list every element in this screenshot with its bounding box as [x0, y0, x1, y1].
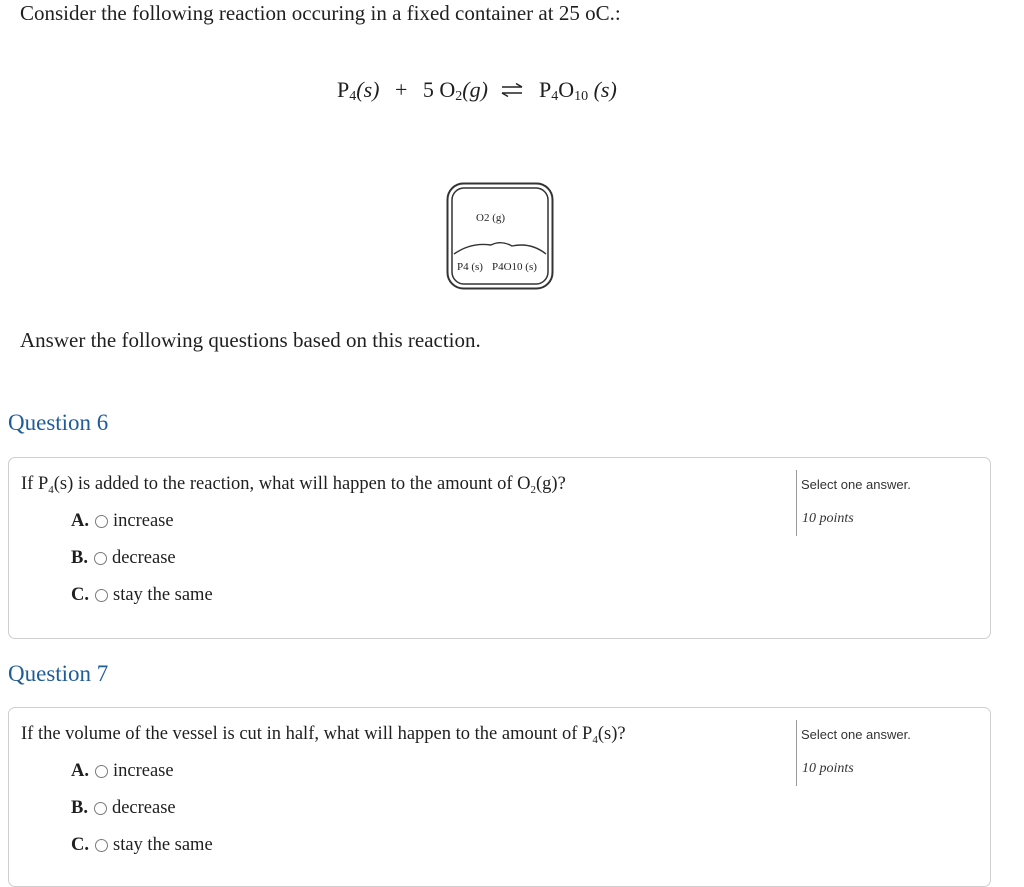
question-7-option-b[interactable] [71, 796, 176, 820]
radio-button[interactable] [94, 802, 107, 815]
option-letter: A. [71, 511, 89, 531]
question-6-option-a[interactable] [71, 509, 174, 533]
reaction-equation [337, 76, 617, 104]
reactant-o2: 5 $O_2(g)$ [422, 77, 488, 104]
select-instruction: Select one answer. [801, 727, 911, 742]
reactant-p4: $P_4(s)$ [337, 77, 380, 104]
option-letter: A. [71, 761, 89, 781]
select-instruction: Select one answer. [801, 477, 911, 492]
container-diagram [446, 182, 554, 295]
option-label: increase [113, 511, 174, 531]
question-6-option-b[interactable] [71, 546, 176, 570]
question-6-meta [796, 470, 967, 536]
equilibrium-arrow-icon [501, 76, 523, 104]
gas-label: O2 (g) [476, 212, 506, 224]
option-label: increase [113, 761, 174, 781]
option-letter: B. [71, 798, 88, 818]
option-label: stay the same [113, 585, 213, 605]
product-p4o10: $P_4O_{10}$ (s) [538, 77, 617, 104]
question-7-text: If the volume of the vessel is cut in half, what will happen to the amount of $P_4(s)$? [21, 724, 626, 746]
option-label: decrease [111, 798, 176, 818]
option-letter: C. [71, 835, 89, 855]
question-7-option-a[interactable] [71, 759, 174, 783]
question-7-heading: Question 7 [8, 661, 109, 686]
option-label: stay the same [113, 835, 213, 855]
question-6-heading: Question 6 [8, 410, 109, 435]
question-6-card [8, 457, 991, 639]
radio-button[interactable] [95, 589, 108, 602]
radio-button[interactable] [95, 765, 108, 778]
option-letter: B. [71, 548, 88, 568]
points-label: 10 points [802, 761, 854, 776]
option-letter: C. [71, 585, 89, 605]
plus-sign: + [394, 77, 408, 102]
question-7-card [8, 707, 991, 887]
question-7-option-c[interactable] [71, 833, 213, 857]
question-6-option-c[interactable] [71, 583, 213, 607]
question-6-text: If $P_4(s)$ is added to the reaction, what will happen to the amount of $O_2(g)$? [21, 474, 566, 496]
points-label: 10 points [802, 511, 854, 526]
question-7-meta [796, 720, 967, 786]
option-label: decrease [111, 548, 176, 568]
radio-button[interactable] [94, 552, 107, 565]
prompt-text: Answer the following questions based on this reaction. [20, 328, 481, 352]
radio-button[interactable] [95, 515, 108, 528]
radio-button[interactable] [95, 839, 108, 852]
intro-text: Consider the following reaction occuring in a fixed container at 25 oC.: [20, 1, 621, 25]
solid-label-p4: P4 (s) [457, 261, 483, 273]
solid-label-p4o10: P4O10 (s) [492, 261, 537, 273]
